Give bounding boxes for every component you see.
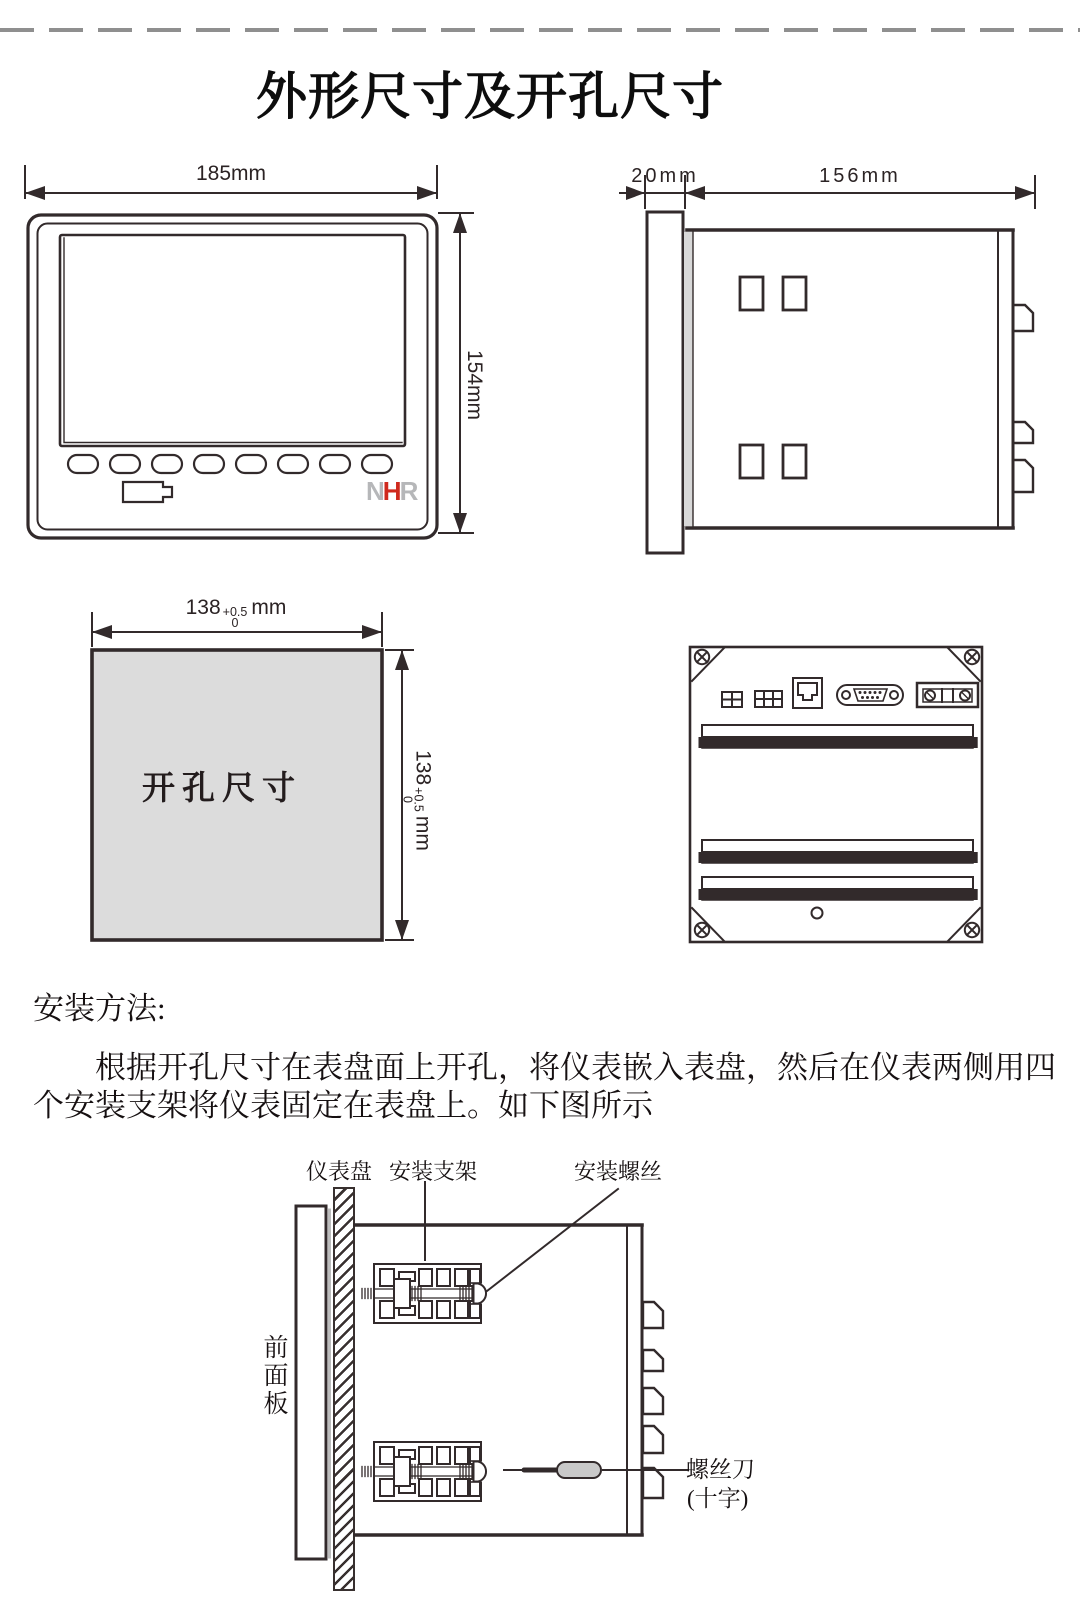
bracket-label: 安装支架 [388, 1159, 477, 1184]
mounting-bracket [362, 1264, 486, 1323]
front-panel-plate [296, 1206, 330, 1559]
db9-serial-port-icon [837, 685, 903, 705]
screw-leader-line [487, 1189, 618, 1291]
cutout-dim-tolerance [402, 787, 424, 812]
tolerance-lower: 0 [400, 796, 415, 803]
install-method-heading: 安装方法: [33, 991, 166, 1026]
side-body [687, 230, 1013, 528]
small-connector-3pin [755, 691, 782, 707]
screwdriver-label: 螺丝刀 [686, 1457, 755, 1482]
cutout-width-dimension [156, 596, 316, 629]
screwdriver-type-label: (十字) [687, 1486, 749, 1511]
front-height-dimension: 154mm [463, 349, 486, 421]
logo-letter-h: H [382, 476, 400, 506]
mounting-bracket [362, 1442, 486, 1501]
logo-letter-n: N [366, 476, 383, 506]
side-vent-slots [740, 277, 806, 478]
side-view-drawing [590, 150, 1060, 570]
page-title: 外形尺寸及开孔尺寸 [255, 68, 724, 125]
front-view-drawing [0, 150, 500, 550]
logo-letter-r: R [399, 476, 417, 506]
usb-port-icon [123, 482, 172, 502]
ethernet-port-icon [793, 678, 822, 708]
power-terminal-icon [917, 683, 978, 707]
cutout-height-dimension [402, 721, 435, 881]
side-depth-dimension: 156mm [819, 165, 901, 187]
terminal-strip-row [702, 725, 973, 748]
front-buttons [68, 455, 392, 473]
terminal-strip-row [702, 877, 973, 900]
front-width-dimension: 185mm [195, 162, 267, 185]
cutout-dim-value: 138 [411, 750, 435, 786]
panel-label: 仪表盘 [305, 1159, 372, 1184]
rear-panel-drawing [680, 635, 1010, 965]
side-bezel-dimension: 20mm [631, 165, 699, 187]
nhr-logo [366, 476, 416, 507]
tolerance-upper: +0.5 [411, 787, 426, 812]
screw-label: 安装螺丝 [573, 1159, 662, 1184]
small-connector-2pin [722, 692, 742, 707]
page-top-dashed-divider [0, 28, 1080, 32]
install-paragraph-line1: 根据开孔尺寸在表盘面上开孔，将仪表嵌入表盘，然后在仪表两侧用四 [95, 1050, 1056, 1085]
cutout-dim-tolerance [223, 607, 248, 629]
tolerance-upper: +0.5 [222, 605, 248, 619]
install-paragraph-line2: 个安装支架将仪表固定在表盘上。如下图所示 [33, 1088, 653, 1123]
installation-diagram [240, 1140, 860, 1613]
side-terminal-tabs [1013, 305, 1033, 492]
front-screen [60, 235, 405, 446]
side-gap-shadow [684, 232, 693, 526]
cutout-area-label: 开孔尺寸 [142, 771, 302, 807]
body-terminal-tabs [643, 1302, 663, 1498]
ground-hole [812, 908, 823, 919]
cutout-dim-value: 138 [185, 596, 221, 619]
terminal-strip-row [702, 840, 973, 863]
side-bezel [647, 212, 683, 553]
cutout-dim-unit: mm [411, 815, 435, 851]
tolerance-lower: 0 [231, 616, 239, 630]
front-panel-label: 前面板 [260, 1334, 287, 1418]
cutout-dim-unit: mm [251, 596, 287, 619]
